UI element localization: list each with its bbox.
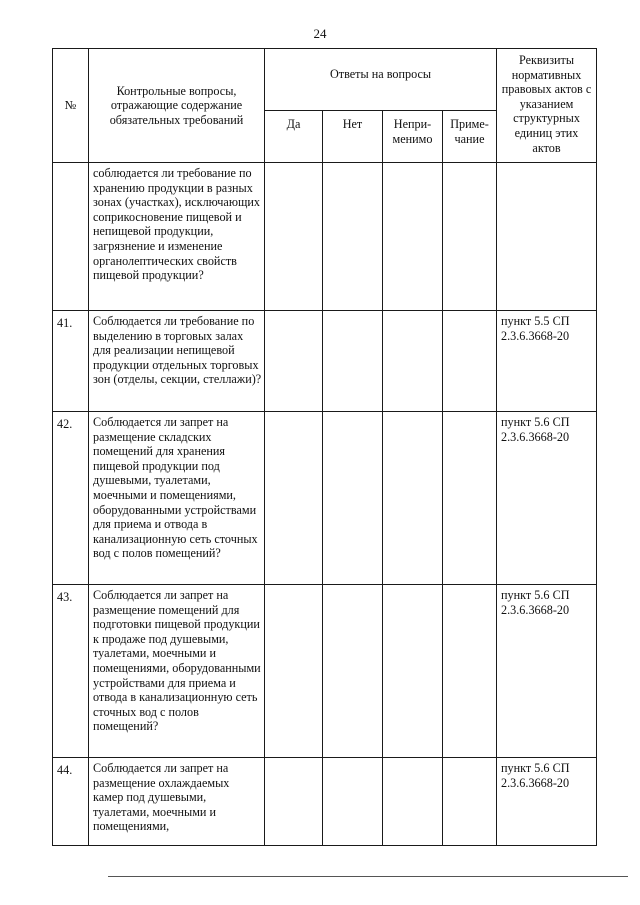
header-not-applicable: Непри- менимо bbox=[383, 111, 443, 163]
table-row bbox=[53, 163, 597, 311]
header-number: № bbox=[53, 49, 89, 163]
answer-note-cell bbox=[443, 163, 497, 311]
answer-not-applicable-cell bbox=[383, 412, 443, 585]
answer-no-cell bbox=[323, 412, 383, 585]
row-number: 42. bbox=[53, 412, 89, 585]
row-requisites: пункт 5.6 СП 2.3.6.3668-20 bbox=[497, 412, 597, 585]
answer-yes-cell bbox=[265, 311, 323, 412]
answer-no-cell bbox=[323, 585, 383, 758]
page-number: 24 bbox=[313, 26, 327, 41]
row-number bbox=[53, 163, 89, 311]
answer-yes-cell bbox=[265, 585, 323, 758]
row-requisites: пункт 5.5 СП 2.3.6.3668-20 bbox=[497, 311, 597, 412]
row-number: 44. bbox=[53, 758, 89, 846]
answer-not-applicable-cell bbox=[383, 585, 443, 758]
row-question: Соблюдается ли запрет на размещение помещений для подготовки пищевой продукции к продаже под душевыми, туалетами, моечными и помещениями, оборудованными устройствами для приема и отвода в канализационную сеть сточных вод с полов помещений? bbox=[89, 585, 265, 758]
row-requisites bbox=[497, 163, 597, 311]
header-answers: Ответы на вопросы bbox=[265, 49, 497, 111]
scan-bottom-line bbox=[108, 876, 628, 877]
row-number: 41. bbox=[53, 311, 89, 412]
row-number: 43. bbox=[53, 585, 89, 758]
answer-note-cell bbox=[443, 412, 497, 585]
row-question: Соблюдается ли запрет на размещение охлаждаемых камер под душевыми, туалетами, моечными и помещениями, bbox=[89, 758, 265, 846]
row-question: Соблюдается ли требование по выделению в торговых залах для реализации непищевой продукции отдельных торговых зон (отделы, секции, стеллажи)? bbox=[89, 311, 265, 412]
header-requisites: Реквизиты нормативных правовых актов с указанием структурных единиц этих актов bbox=[497, 49, 597, 163]
header-no: Нет bbox=[323, 111, 383, 163]
answer-yes-cell bbox=[265, 412, 323, 585]
answer-yes-cell bbox=[265, 163, 323, 311]
answer-not-applicable-cell bbox=[383, 163, 443, 311]
answer-no-cell bbox=[323, 758, 383, 846]
row-requisites: пункт 5.6 СП 2.3.6.3668-20 bbox=[497, 585, 597, 758]
row-question: соблюдается ли требование по хранению продукции в разных зонах (участках), исключающих соприкосновение пищевой и непищевой продукции, загрязнение и изменение органолептических свойств пищевой продукции? bbox=[89, 163, 265, 311]
header-yes: Да bbox=[265, 111, 323, 163]
answer-not-applicable-cell bbox=[383, 758, 443, 846]
header-note: Приме- чание bbox=[443, 111, 497, 163]
table-row bbox=[53, 585, 597, 758]
answer-note-cell bbox=[443, 585, 497, 758]
row-requisites: пункт 5.6 СП 2.3.6.3668-20 bbox=[497, 758, 597, 846]
answer-yes-cell bbox=[265, 758, 323, 846]
table-row bbox=[53, 758, 597, 846]
row-question: Соблюдается ли запрет на размещение складских помещений для хранения пищевой продукции под душевыми, туалетами, моечными и помещениями, оборудованными устройствами для приема и отвода в канализационную сеть сточных вод с полов помещений? bbox=[89, 412, 265, 585]
checklist-table bbox=[52, 48, 597, 846]
table-row bbox=[53, 412, 597, 585]
table-row bbox=[53, 311, 597, 412]
answer-note-cell bbox=[443, 311, 497, 412]
answer-no-cell bbox=[323, 163, 383, 311]
header-questions: Контрольные вопросы, отражающие содержание обязательных требований bbox=[89, 49, 265, 163]
answer-no-cell bbox=[323, 311, 383, 412]
answer-note-cell bbox=[443, 758, 497, 846]
answer-not-applicable-cell bbox=[383, 311, 443, 412]
